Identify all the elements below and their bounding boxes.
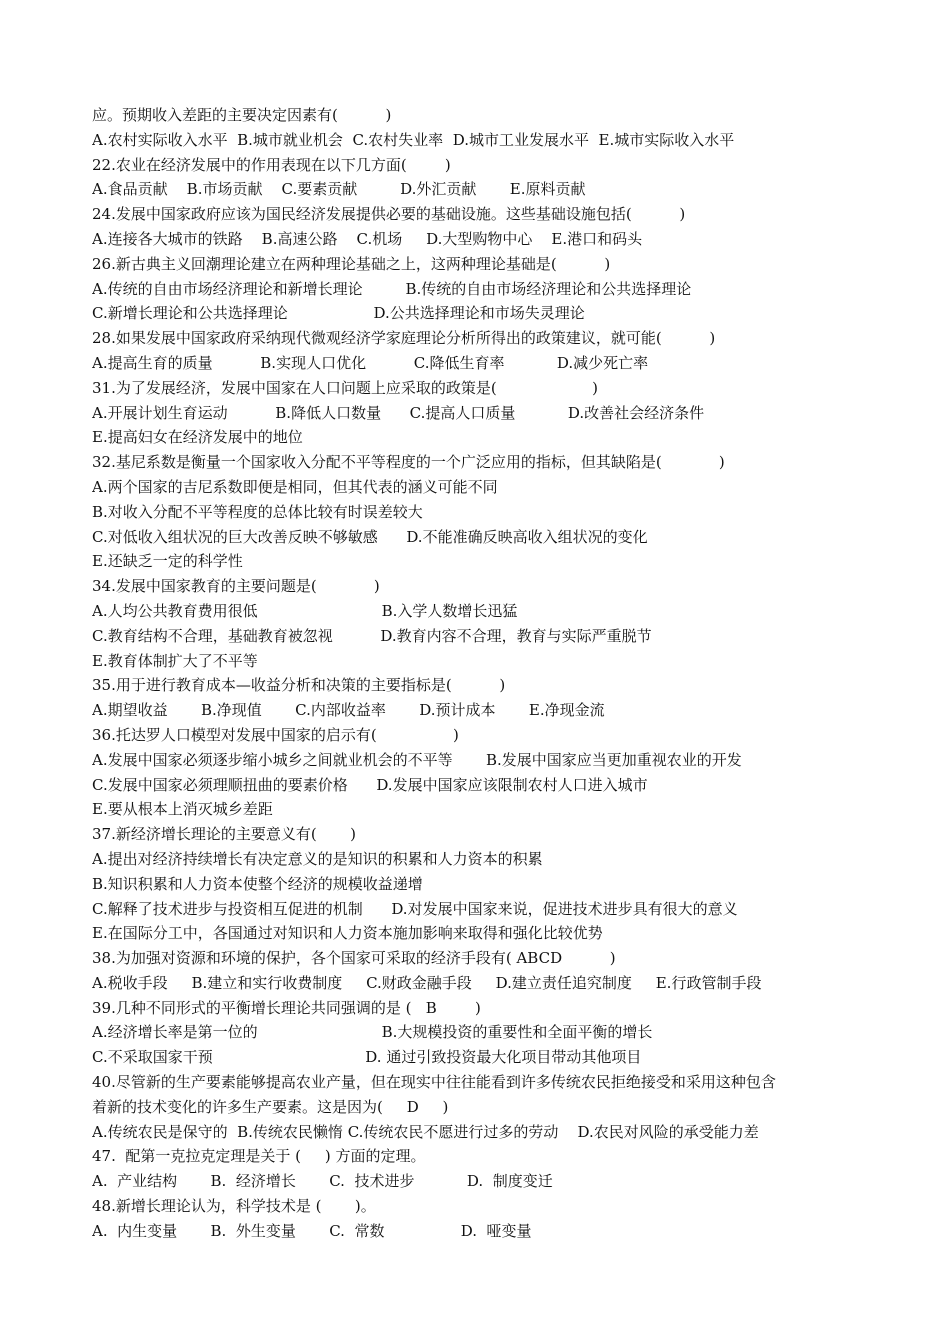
- text-line: 34.发展中国家教育的主要问题是( ): [92, 577, 380, 596]
- text-line: 24.发展中国家政府应该为国民经济发展提供必要的基础设施。这些基础设施包括( ): [92, 205, 686, 224]
- text-line: E.在国际分工中，各国通过对知识和人力资本施加影响来取得和强化比较优势: [92, 924, 603, 943]
- text-line: 应。预期收入差距的主要决定因素有( ): [92, 106, 392, 124]
- text-line: A.连接各大城市的铁路 B.高速公路 C.机场 D.大型购物中心 E.港口和码头: [92, 229, 643, 248]
- text-line: A.人均公共教育费用很低 B.入学人数增长迅猛: [92, 601, 518, 620]
- text-line: C.新增长理论和公共选择理论 D.公共选择理论和市场失灵理论: [92, 304, 585, 323]
- text-line: 31.为了发展经济，发展中国家在人口问题上应采取的政策是( ): [92, 378, 598, 397]
- text-line: 22.农业在经济发展中的作用表现在以下几方面( ): [92, 155, 451, 174]
- text-line: 26.新古典主义回潮理论建立在两种理论基础之上，这两种理论基础是( ): [92, 254, 611, 273]
- text-line: 40.尽管新的生产要素能够提高农业产量，但在现实中往往能看到许多传统农民拒绝接受和采用这种包含: [92, 1073, 776, 1092]
- text-line: A.经济增长率是第一位的 B.大规模投资的重要性和全面平衡的增长: [92, 1023, 653, 1042]
- text-line: A.农村实际收入水平 B.城市就业机会 C.农村失业率 D.城市工业发展水平 E.城市实际收入水平: [92, 130, 735, 149]
- text-line: A.发展中国家必须逐步缩小城乡之间就业机会的不平等 B.发展中国家应当更加重视农业的开发: [92, 750, 742, 769]
- text-line: C.教育结构不合理，基础教育被忽视 D.教育内容不合理，教育与实际严重脱节: [92, 626, 652, 645]
- text-line: 39.几种不同形式的平衡增长理论共同强调的是 ( B ): [92, 998, 481, 1017]
- text-line: A.提出对经济持续增长有决定意义的是知识的积累和人力资本的积累: [92, 849, 543, 868]
- text-line: C.发展中国家必须理顺扭曲的要素价格 D.发展中国家应该限制农村人口进入城市: [92, 775, 648, 794]
- text-line: A.税收手段 B.建立和实行收费制度 C.财政金融手段 D.建立责任追究制度 E.行政管制手段: [92, 973, 762, 992]
- text-line: A.传统的自由市场经济理论和新增长理论 B.传统的自由市场经济理论和公共选择理论: [92, 279, 692, 298]
- text-line: 37.新经济增长理论的主要意义有( ): [92, 825, 356, 844]
- text-line: 35.用于进行教育成本—收益分析和决策的主要指标是( ): [92, 676, 506, 695]
- document-page: [92, 103, 892, 1244]
- text-line: 47. 配第一克拉克定理是关于 ( ) 方面的定理。: [92, 1147, 426, 1166]
- text-line: A. 产业结构 B. 经济增长 C. 技术进步 D. 制度变迁: [92, 1172, 553, 1191]
- text-line: 28.如果发展中国家政府采纳现代微观经济学家庭理论分析所得出的政策建议，就可能( ): [92, 329, 716, 348]
- text-line: E.还缺乏一定的科学性: [92, 552, 243, 571]
- text-line: A.传统农民是保守的 B.传统农民懒惰 C.传统农民不愿进行过多的劳动 D.农民对风险的承受能力差: [92, 1122, 759, 1141]
- text-line: A.两个国家的吉尼系数即便是相同，但其代表的涵义可能不同: [92, 477, 498, 496]
- text-line: 36.托达罗人口模型对发展中国家的启示有( ): [92, 725, 459, 744]
- text-line: A. 内生变量 B. 外生变量 C. 常数 D. 哑变量: [92, 1221, 532, 1240]
- text-line: B.对收入分配不平等程度的总体比较有时误差较大: [92, 502, 423, 521]
- text-line: 32.基尼系数是衡量一个国家收入分配不平等程度的一个广泛应用的指标，但其缺陷是( ): [92, 453, 725, 472]
- text-line: B.知识积累和人力资本使整个经济的规模收益递增: [92, 874, 423, 893]
- text-line: E.提高妇女在经济发展中的地位: [92, 428, 303, 447]
- text-line: C.对低收入组状况的巨大改善反映不够敏感 D.不能准确反映高收入组状况的变化: [92, 527, 648, 546]
- text-line: C.解释了技术进步与投资相互促进的机制 D.对发展中国家来说，促进技术进步具有很大的意义: [92, 899, 738, 918]
- text-line: A.食品贡献 B.市场贡献 C.要素贡献 D.外汇贡献 E.原料贡献: [92, 180, 586, 199]
- text-line: E.要从根本上消灭城乡差距: [92, 800, 273, 819]
- text-line: A.开展计划生育运动 B.降低人口数量 C.提高人口质量 D.改善社会经济条件: [92, 403, 705, 422]
- text-line: 48.新增长理论认为，科学技术是 ( )。: [92, 1197, 376, 1216]
- text-line: A.提高生育的质量 B.实现人口优化 C.降低生育率 D.减少死亡率: [92, 353, 649, 372]
- text-line: 着新的技术变化的许多生产要素。这是因为( D ): [92, 1097, 449, 1116]
- text-line: 38.为加强对资源和环境的保护，各个国家可采取的经济手段有( ABCD ): [92, 949, 616, 968]
- text-line: C.不采取国家干预 D. 通过引致投资最大化项目带动其他项目: [92, 1048, 642, 1067]
- text-line: E.教育体制扩大了不平等: [92, 651, 258, 670]
- text-line: A.期望收益 B.净现值 C.内部收益率 D.预计成本 E.净现金流: [92, 701, 605, 720]
